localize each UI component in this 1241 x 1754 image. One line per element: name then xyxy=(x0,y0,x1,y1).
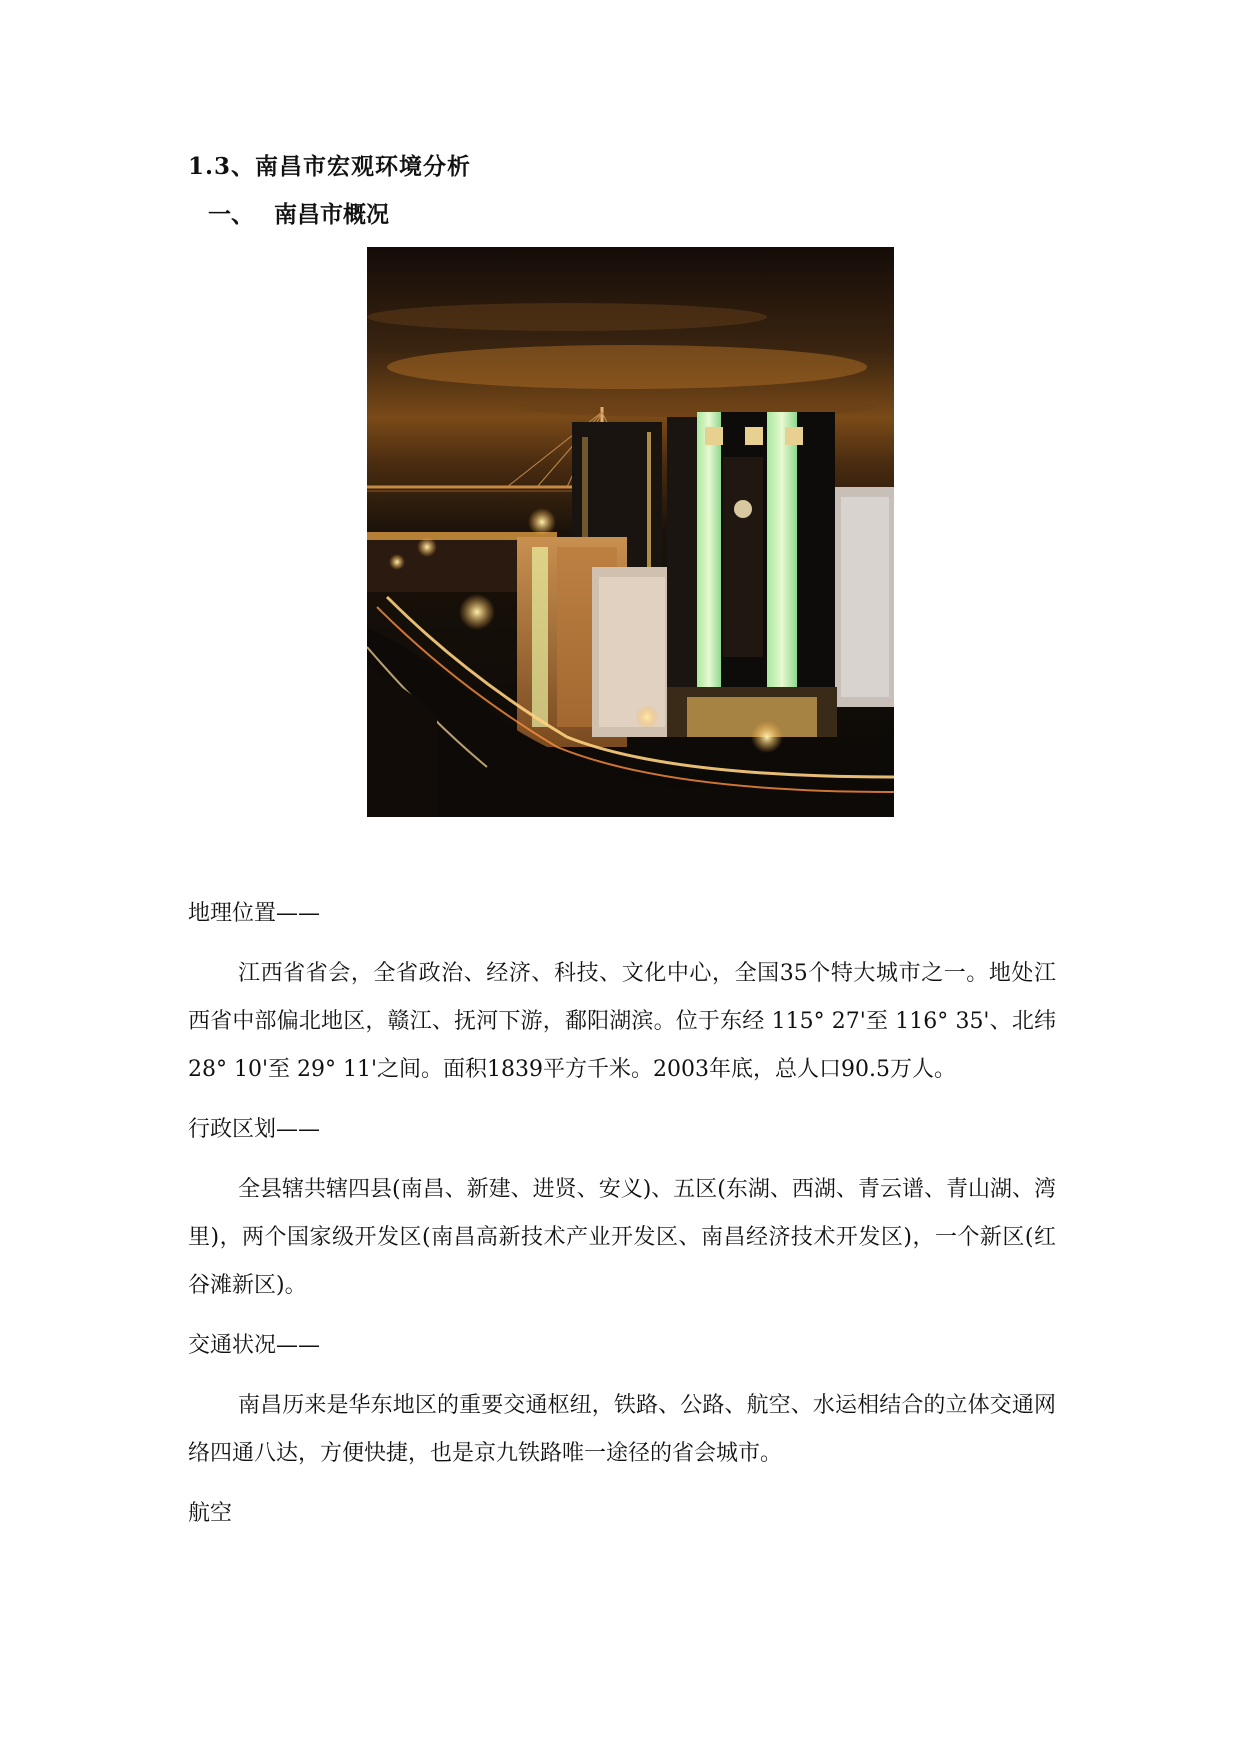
section-label-aviation: 航空 xyxy=(188,1501,233,1526)
subsection-heading xyxy=(208,196,389,229)
section-label-geography: 地理位置—— xyxy=(188,901,321,926)
section-label-administration: 行政区划—— xyxy=(188,1117,321,1142)
section-title: 1.3、南昌市宏观环境分析 xyxy=(188,153,472,180)
paragraph-geography: 江西省省会，全省政治、经济、科技、文化中心，全国35个特大城市之一。地处江西省中部偏北地区，赣江、抚河下游，鄱阳湖滨。位于东经 115° 27'至 116° 35'、北纬 28° 10'至 29° 11'之间。面积1839平方千米。2003年底，总人口90.5万人。 xyxy=(188,961,1056,1082)
subsection-number: 一、 xyxy=(208,201,254,228)
paragraph-transport: 南昌历来是华东地区的重要交通枢纽，铁路、公路、航空、水运相结合的立体交通网络四通八达，方便快捷，也是京九铁路唯一途径的省会城市。 xyxy=(188,1393,1056,1466)
city-night-skyline-photo xyxy=(367,247,894,817)
subsection-title: 南昌市概况 xyxy=(274,201,389,228)
paragraph-administration: 全县辖共辖四县(南昌、新建、进贤、安义)、五区(东湖、西湖、青云谱、青山湖、湾里)，两个国家级开发区(南昌高新技术产业开发区、南昌经济技术开发区)，一个新区(红谷滩新区)。 xyxy=(188,1177,1056,1298)
body-content xyxy=(188,890,1056,1550)
section-label-transport: 交通状况—— xyxy=(188,1333,321,1358)
